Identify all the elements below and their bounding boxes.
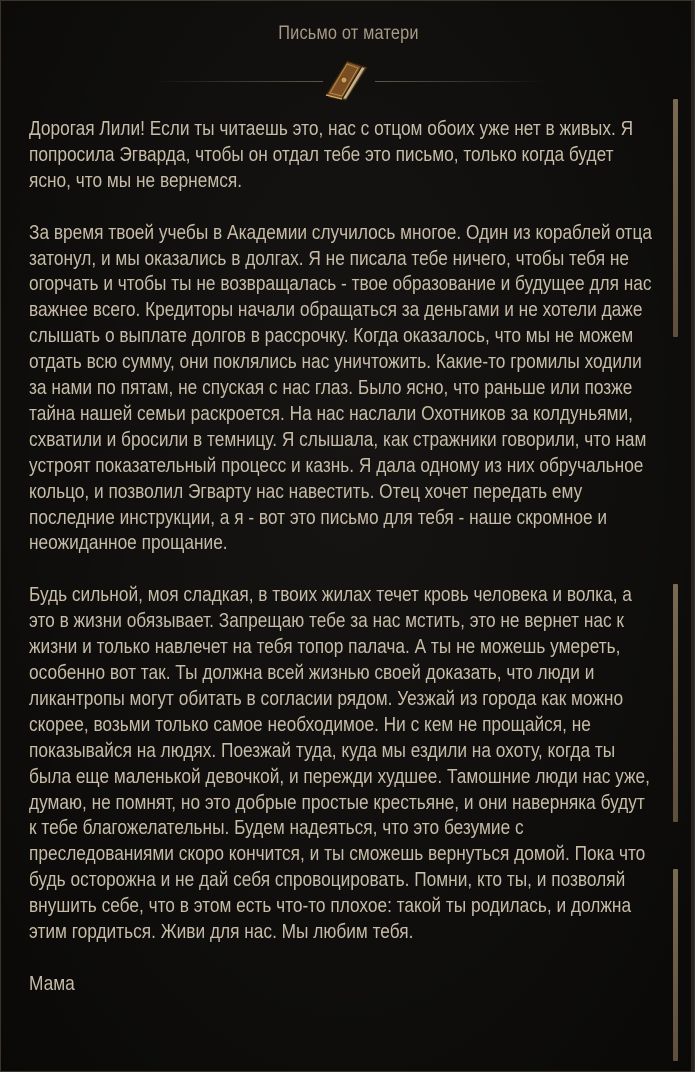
scrollbar-thumb[interactable]	[673, 99, 678, 337]
scrollbar-segment[interactable]	[673, 869, 678, 1061]
letter-signature: Мама	[29, 971, 75, 995]
letter-body	[29, 116, 657, 1023]
scrollbar[interactable]	[671, 99, 681, 1061]
letter-paragraph-3: Будь сильной, моя сладкая, в твоих жилах течет кровь человека и волка, а это в жизни обязывает. Запрещаю тебе за нас мстить, это не вернет нас к жизни и только навлечет на тебя топор палача. А ты не можешь умереть, особенно вот так. Ты должна всей жизнью своей доказать, что люди и ликантропы могут обитать в согласии рядом. Уезжай из города как можно скорее, возьми только самое необходимое. Ни с кем не прощайся, не показывайся на людях. Поезжай туда, куда мы ездили на охоту, когда ты была еще маленькой девочкой, и пережди худшее. Тамошние люди нас уже, думаю, не помнят, но это добрые простые крестьяне, и они наверняка будут к тебе благожелательны. Будем надеяться, что это безумие с преследованиями скоро кончится, и ты сможешь вернуться домой. Пока что будь осторожна и не дай себя спровоцировать. Помни, кто ты, и позволяй внушить себе, что в этом есть что-то плохое: такой ты родилась, и должна этим гордиться. Живи для нас. Мы любим тебя.	[29, 583, 650, 944]
book-icon	[322, 59, 372, 103]
title-divider-left	[151, 81, 323, 82]
title-divider-right	[375, 81, 547, 82]
scrollbar-segment[interactable]	[673, 584, 678, 822]
letter-title: Письмо от матери	[278, 23, 419, 44]
letter-paragraph-2: За время твоей учебы в Академии случилось многое. Один из кораблей отца затонул, и мы оказались в долгах. Я не писала тебе ничего, чтобы тебя не огорчать и чтобы ты не возвращалась - твое образование и будущее для нас важнее всего. Кредиторы начали обращаться за деньгами и не хотели даже слышать о выплате долгов в рассрочку. Когда оказалось, что мы не можем отдать всю сумму, они поклялись нас уничтожить. Какие-то громилы ходили за нами по пятам, не спуская с нас глаз. Было ясно, что раньше или позже тайна нашей семьи раскроется. На нас наслали Охотников за колдуньями, схватили и бросили в темницу. Я слышала, как стражники говорили, что нам устроят показательный процесс и казнь. Я дала одному из них обручальное кольцо, и позволил Эгварту нас навестить. Отец хочет передать ему последние инструкции, а я - вот это письмо для тебя - наше скромное и неожиданное прощание.	[29, 220, 652, 555]
window-edge	[691, 1, 695, 1072]
letter-paragraph-1: Дорогая Лили! Если ты читаешь это, нас с отцом обоих уже нет в живых. Я попросила Эгварда, чтобы он отдал тебе это письмо, только когда будет ясно, что мы не вернемся.	[29, 117, 634, 192]
